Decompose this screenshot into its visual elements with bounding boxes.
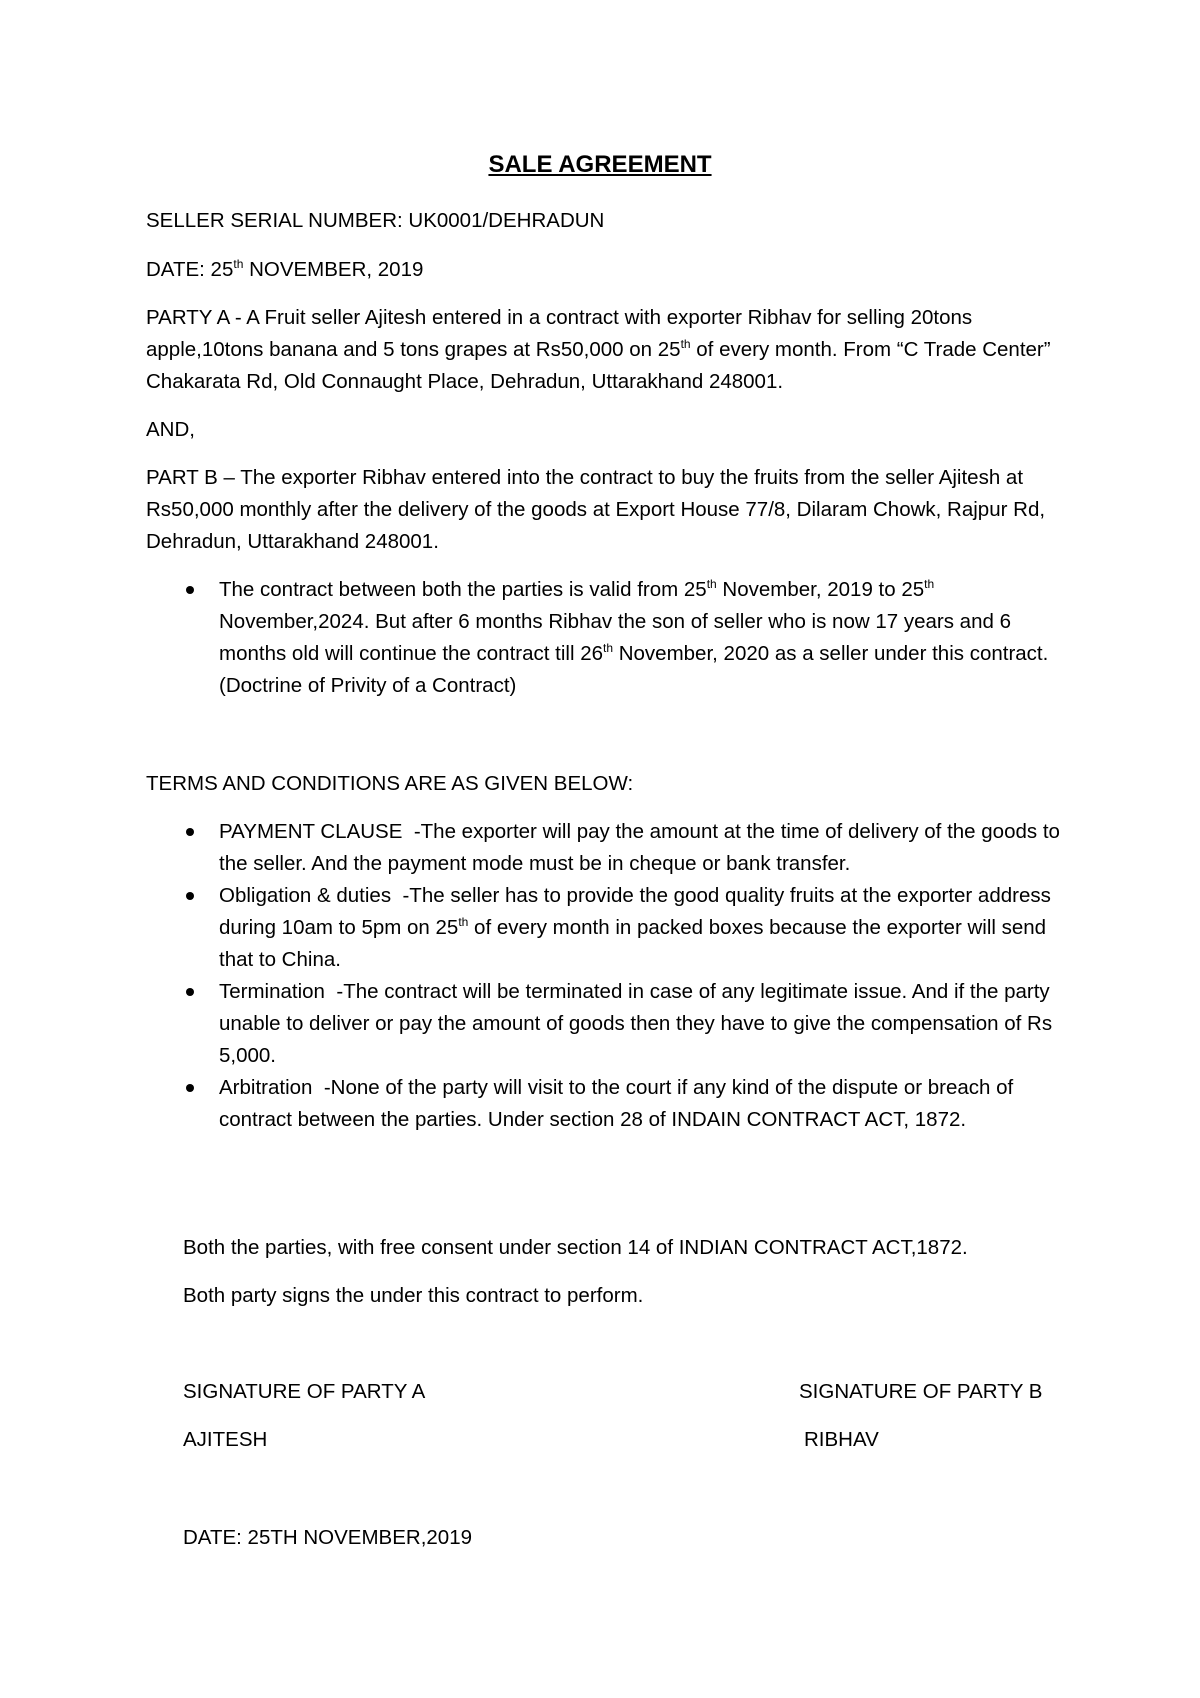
signs-line: Both party signs the under this contract to perform. [183, 1284, 644, 1307]
term-label: PAYMENT CLAUSE [219, 820, 403, 843]
term-obligation: Obligation & duties -The seller has to provide the good quality fruits at the exporter address during 10am to 5pm on 25th of every month in packed boxes because the exporter will send that to China. [146, 880, 1076, 976]
terms-list [146, 816, 1076, 1136]
party-a-name: AJITESH [183, 1428, 268, 1451]
validity-list [146, 574, 1076, 702]
part-b-paragraph: PART B – The exporter Ribhav entered into the contract to buy the fruits from the seller Ajitesh at Rs50,000 monthly after the delivery of the goods at Export House 77/8, Dilaram Chowk, Rajpur Rd, Dehradun, Uttarakhand 248001. [146, 466, 1046, 553]
seller-serial-number: SELLER SERIAL NUMBER: UK0001/DEHRADUN [146, 209, 605, 232]
agreement-date: DATE: 25th NOVEMBER, 2019 [146, 257, 424, 281]
signature-label-party-b: SIGNATURE OF PARTY B [799, 1380, 1043, 1403]
party-a-paragraph: PARTY A - A Fruit seller Ajitesh entered in a contract with exporter Ribhav for selling 20tons apple,10tons banana and 5 tons grapes at Rs50,000 on 25th of every month. From “C Trade Center” Chakarata Rd, Old Connaught Place, Dehradun, Uttarakhand 248001. [146, 306, 1051, 393]
term-termination: Termination -The contract will be terminated in case of any legitimate issue. And if the party unable to deliver or pay the amount of goods then they have to give the compensation of Rs 5,000. [146, 976, 1076, 1072]
footer-date: DATE: 25TH NOVEMBER,2019 [183, 1526, 472, 1549]
term-label: Obligation & duties [219, 884, 392, 907]
bullet-icon [186, 586, 194, 594]
validity-item: The contract between both the parties is valid from 25th November, 2019 to 25th November,2024. But after 6 months Ribhav the son of seller who is now 17 years and 6 months old will continue the contract till 26th November, 2020 as a seller under this contract. (Doctrine of Privity of a Contract) [146, 574, 1076, 702]
bullet-icon [186, 892, 194, 900]
term-arbitration: Arbitration -None of the party will visit to the court if any kind of the dispute or breach of contract between the parties. Under section 28 of INDAIN CONTRACT ACT, 1872. [146, 1072, 1076, 1136]
terms-heading: TERMS AND CONDITIONS ARE AS GIVEN BELOW: [146, 772, 634, 795]
bullet-icon [186, 988, 194, 996]
consent-line: Both the parties, with free consent under section 14 of INDIAN CONTRACT ACT,1872. [183, 1236, 968, 1259]
signature-label-party-a: SIGNATURE OF PARTY A [183, 1380, 426, 1403]
term-label: Termination [219, 980, 325, 1003]
bullet-icon [186, 828, 194, 836]
and-text: AND, [146, 418, 195, 441]
term-payment: PAYMENT CLAUSE -The exporter will pay the amount at the time of delivery of the goods to the seller. And the payment mode must be in cheque or bank transfer. [146, 816, 1076, 880]
term-label: Arbitration [219, 1076, 313, 1099]
party-b-name: RIBHAV [804, 1428, 879, 1451]
bullet-icon [186, 1084, 194, 1092]
document-title: SALE AGREEMENT [488, 151, 712, 178]
